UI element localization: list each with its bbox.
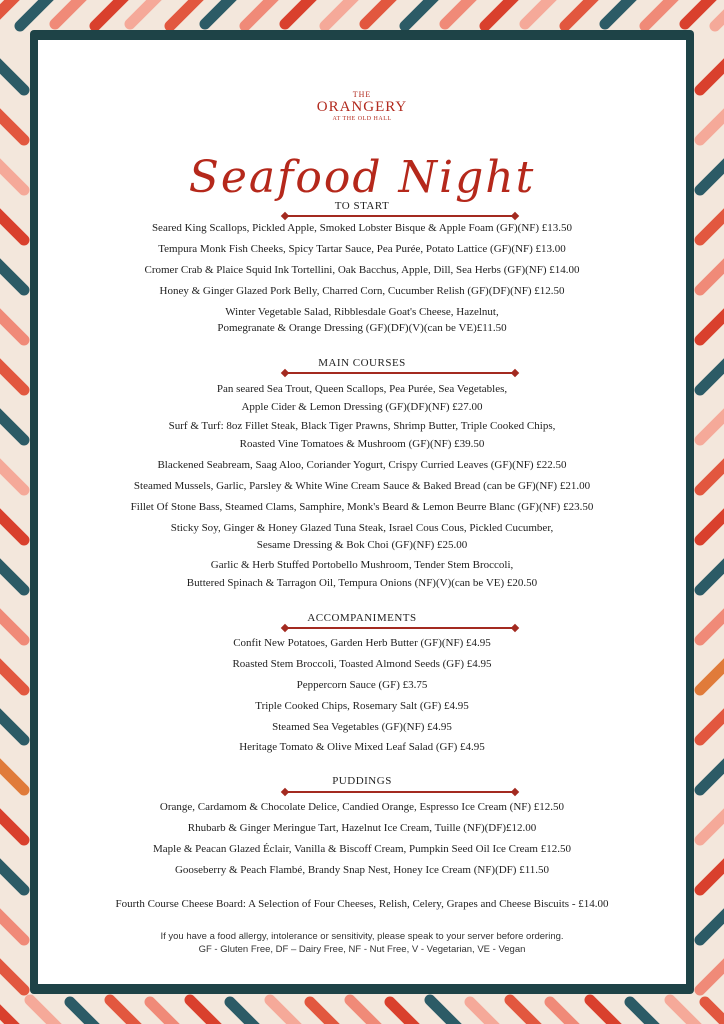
section-heading-accompaniments: ACCOMPANIMENTS [307, 612, 417, 624]
menu-item: Orange, Cardamom & Chocolate Delice, Candied Orange, Espresso Ice Cream (NF) £12.50 [159, 801, 565, 813]
section-divider [285, 215, 515, 217]
menu-item: Maple & Peacan Glazed Éclair, Vanilla & Biscoff Cream, Pumpkin Seed Oil Ice Cream £12.50 [153, 843, 571, 855]
menu-item: Roasted Vine Tomatoes & Mushroom (GF)(NF) £39.50 [239, 438, 485, 450]
logo-name: ORANGERY [316, 99, 408, 115]
section-divider [285, 372, 515, 374]
page-title: Seafood Night [188, 152, 536, 203]
menu-card [38, 40, 686, 984]
logo-subtitle: AT THE OLD HALL [332, 116, 392, 122]
menu-item: Seared King Scallops, Pickled Apple, Smoked Lobster Bisque & Apple Foam (GF)(NF) £13.50 [151, 222, 573, 234]
menu-item: Fillet Of Stone Bass, Steamed Clams, Samphire, Monk's Beard & Lemon Beurre Blanc (GF)(NF) £23.50 [130, 501, 594, 513]
cheese-board-item: Fourth Course Cheese Board: A Selection of Four Cheeses, Relish, Celery, Grapes and Cheese Biscuits - £14.00 [115, 898, 609, 910]
orangery-logo [38, 90, 686, 123]
menu-item: Tempura Monk Fish Cheeks, Spicy Tartar Sauce, Pea Purée, Potato Lattice (GF)(NF) £13.00 [158, 243, 566, 255]
menu-item: Buttered Spinach & Tarragon Oil, Tempura Onions (NF)(V)(can be VE) £20.50 [186, 577, 538, 589]
section-divider [285, 791, 515, 793]
dietary-key: GF - Gluten Free, DF – Dairy Free, NF - Nut Free, V - Vegetarian, VE - Vegan [198, 944, 526, 955]
menu-item: Pomegranate & Orange Dressing (GF)(DF)(V)(can be VE)£11.50 [217, 322, 507, 334]
logo-the: THE [352, 90, 372, 99]
menu-item: Steamed Sea Vegetables (GF)(NF) £4.95 [272, 721, 452, 733]
menu-item: Sticky Soy, Ginger & Honey Glazed Tuna Steak, Israel Cous Cous, Pickled Cucumber, [170, 522, 554, 534]
menu-item: Pan seared Sea Trout, Queen Scallops, Pea Purée, Sea Vegetables, [216, 383, 508, 395]
menu-item: Apple Cider & Lemon Dressing (GF)(DF)(NF) £27.00 [241, 401, 483, 413]
menu-item: Gooseberry & Peach Flambé, Brandy Snap Nest, Honey Ice Cream (NF)(DF) £11.50 [174, 864, 550, 876]
menu-item: Garlic & Herb Stuffed Portobello Mushroom, Tender Stem Broccoli, [210, 559, 514, 571]
section-heading-puddings: PUDDINGS [332, 775, 392, 787]
section-divider [285, 627, 515, 629]
menu-item: Surf & Turf: 8oz Fillet Steak, Black Tiger Prawns, Shrimp Butter, Triple Cooked Chips, [168, 420, 556, 432]
menu-item: Heritage Tomato & Olive Mixed Leaf Salad (GF) £4.95 [239, 741, 485, 753]
section-heading-start: TO START [334, 200, 390, 212]
menu-item: Steamed Mussels, Garlic, Parsley & White Wine Cream Sauce & Baked Bread (can be GF)(NF) £21.00 [133, 480, 591, 492]
menu-item: Rhubarb & Ginger Meringue Tart, Hazelnut Ice Cream, Tuille (NF)(DF)£12.00 [187, 822, 537, 834]
menu-item: Honey & Ginger Glazed Pork Belly, Charred Corn, Cucumber Relish (GF)(DF)(NF) £12.50 [159, 285, 565, 297]
menu-item: Triple Cooked Chips, Rosemary Salt (GF) £4.95 [255, 700, 469, 712]
menu-item: Sesame Dressing & Bok Choi (GF)(NF) £25.00 [256, 539, 468, 551]
allergy-notice: If you have a food allergy, intolerance or sensitivity, please speak to your server before ordering. [160, 931, 564, 942]
menu-item: Winter Vegetable Salad, Ribblesdale Goat's Cheese, Hazelnut, [225, 306, 499, 318]
menu-item: Cromer Crab & Plaice Squid Ink Tortellini, Oak Bacchus, Apple, Dill, Sea Herbs (GF)(NF) £14.00 [144, 264, 580, 276]
menu-item: Peppercorn Sauce (GF) £3.75 [296, 679, 428, 691]
section-heading-mains: MAIN COURSES [318, 357, 406, 369]
menu-item: Confit New Potatoes, Garden Herb Butter (GF)(NF) £4.95 [233, 637, 491, 649]
menu-item: Blackened Seabream, Saag Aloo, Coriander Yogurt, Crispy Curried Leaves (GF)(NF) £22.50 [157, 459, 567, 471]
menu-item: Roasted Stem Broccoli, Toasted Almond Seeds (GF) £4.95 [232, 658, 492, 670]
